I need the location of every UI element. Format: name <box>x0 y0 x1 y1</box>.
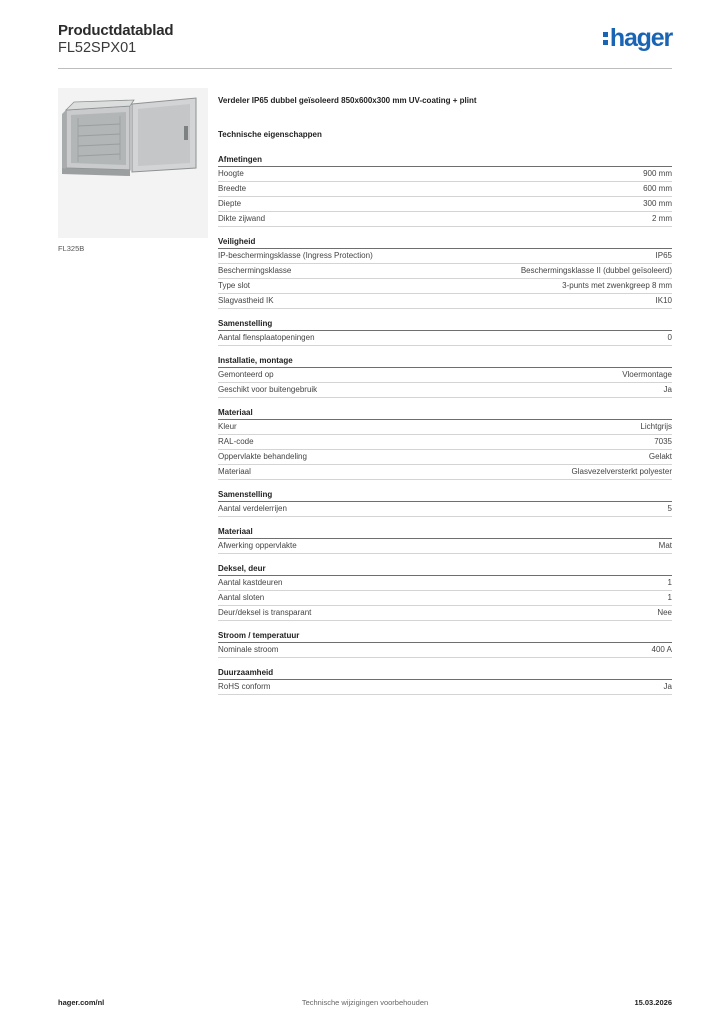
spec-row <box>218 680 672 695</box>
spec-row <box>218 197 672 212</box>
spec-row <box>218 182 672 197</box>
spec-label: Nominale stroom <box>218 645 279 654</box>
spec-row <box>218 331 672 346</box>
spec-value: Nee <box>657 608 672 617</box>
image-caption: FL325B <box>58 244 85 253</box>
section-title: Materiaal <box>218 407 672 420</box>
spec-section <box>218 489 672 517</box>
footer-website: hager.com/nl <box>58 998 105 1007</box>
spec-row <box>218 643 672 658</box>
spec-value: Lichtgrijs <box>640 422 672 431</box>
section-title: Samenstelling <box>218 489 672 502</box>
spec-row <box>218 294 672 309</box>
section-title: Stroom / temperatuur <box>218 630 672 643</box>
spec-label: Breedte <box>218 184 247 193</box>
enclosure-photo-icon <box>58 88 208 238</box>
spec-value: 0 <box>667 333 672 342</box>
spec-value: Mat <box>658 541 672 550</box>
spec-row <box>218 167 672 182</box>
spec-row <box>218 539 672 554</box>
section-title: Afmetingen <box>218 154 672 167</box>
spec-value: 7035 <box>654 437 672 446</box>
spec-value: IP65 <box>655 251 672 260</box>
spec-label: Dikte zijwand <box>218 214 266 223</box>
spec-section <box>218 407 672 480</box>
spec-label: Geschikt voor buitengebruik <box>218 385 318 394</box>
spec-row <box>218 420 672 435</box>
section-title: Materiaal <box>218 526 672 539</box>
section-title: Duurzaamheid <box>218 667 672 680</box>
spec-label: Kleur <box>218 422 237 431</box>
spec-row <box>218 212 672 227</box>
spec-value: Glasvezelversterkt polyester <box>571 467 672 476</box>
spec-value: Beschermingsklasse II (dubbel geïsoleerd) <box>520 266 672 275</box>
spec-label: Aantal sloten <box>218 593 265 602</box>
spec-row <box>218 279 672 294</box>
spec-label: Hoogte <box>218 169 244 178</box>
spec-label: Materiaal <box>218 467 251 476</box>
spec-label: Beschermingsklasse <box>218 266 292 275</box>
spec-sections <box>218 154 672 695</box>
spec-label: Aantal kastdeuren <box>218 578 283 587</box>
spec-value: Vloermontage <box>622 370 672 379</box>
spec-value: 5 <box>667 504 672 513</box>
spec-row <box>218 606 672 621</box>
spec-section <box>218 236 672 309</box>
document-title: Productdatablad <box>58 22 174 39</box>
section-title: Deksel, deur <box>218 563 672 576</box>
spec-label: Afwerking oppervlakte <box>218 541 297 550</box>
spec-value: 900 mm <box>643 169 672 178</box>
spec-section <box>218 526 672 554</box>
spec-row <box>218 368 672 383</box>
spec-label: Aantal verdelerrijen <box>218 504 287 513</box>
spec-label: Aantal flensplaatopeningen <box>218 333 315 342</box>
spec-label: Deur/deksel is transparant <box>218 608 312 617</box>
spec-value: 600 mm <box>643 184 672 193</box>
logo-dots-icon <box>603 32 608 45</box>
spec-row <box>218 264 672 279</box>
page-header <box>58 22 672 68</box>
spec-row <box>218 502 672 517</box>
product-image <box>58 88 208 238</box>
product-description: Verdeler IP65 dubbel geïsoleerd 850x600x300 mm UV-coating + plint <box>218 96 477 105</box>
spec-row <box>218 383 672 398</box>
spec-section <box>218 563 672 621</box>
spec-value: 2 mm <box>652 214 672 223</box>
spec-label: Type slot <box>218 281 251 290</box>
spec-section <box>218 667 672 695</box>
spec-label: IP-beschermingsklasse (Ingress Protection) <box>218 251 373 260</box>
spec-value: 300 mm <box>643 199 672 208</box>
logo-text: hager <box>609 24 672 52</box>
spec-section <box>218 318 672 346</box>
spec-label: RoHS conform <box>218 682 271 691</box>
spec-label: RAL-code <box>218 437 254 446</box>
spec-value: 1 <box>667 593 672 602</box>
spec-label: Slagvastheid IK <box>218 296 274 305</box>
spec-value: 3-punts met zwenkgreep 8 mm <box>562 281 672 290</box>
product-code: FL52SPX01 <box>58 40 137 56</box>
section-title: Veiligheid <box>218 236 672 249</box>
header-divider <box>58 68 672 69</box>
spec-row <box>218 435 672 450</box>
spec-row <box>218 450 672 465</box>
spec-value: 1 <box>667 578 672 587</box>
spec-row <box>218 591 672 606</box>
spec-row <box>218 465 672 480</box>
section-title: Installatie, montage <box>218 355 672 368</box>
spec-content <box>218 96 672 704</box>
spec-value: 400 A <box>651 645 672 654</box>
section-title: Samenstelling <box>218 318 672 331</box>
footer-date: 15.03.2026 <box>634 998 672 1007</box>
footer-disclaimer: Technische wijzigingen voorbehouden <box>301 998 429 1007</box>
technical-properties-heading: Technische eigenschappen <box>218 130 322 139</box>
spec-value: Gelakt <box>648 452 672 461</box>
spec-section <box>218 355 672 398</box>
spec-label: Diepte <box>218 199 242 208</box>
spec-row <box>218 249 672 264</box>
spec-row <box>218 576 672 591</box>
spec-value: Ja <box>663 682 672 691</box>
hager-logo <box>603 26 672 51</box>
spec-section <box>218 630 672 658</box>
spec-value: IK10 <box>655 296 672 305</box>
spec-label: Oppervlakte behandeling <box>218 452 307 461</box>
spec-value: Ja <box>663 385 672 394</box>
spec-section <box>218 154 672 227</box>
spec-label: Gemonteerd op <box>218 370 274 379</box>
